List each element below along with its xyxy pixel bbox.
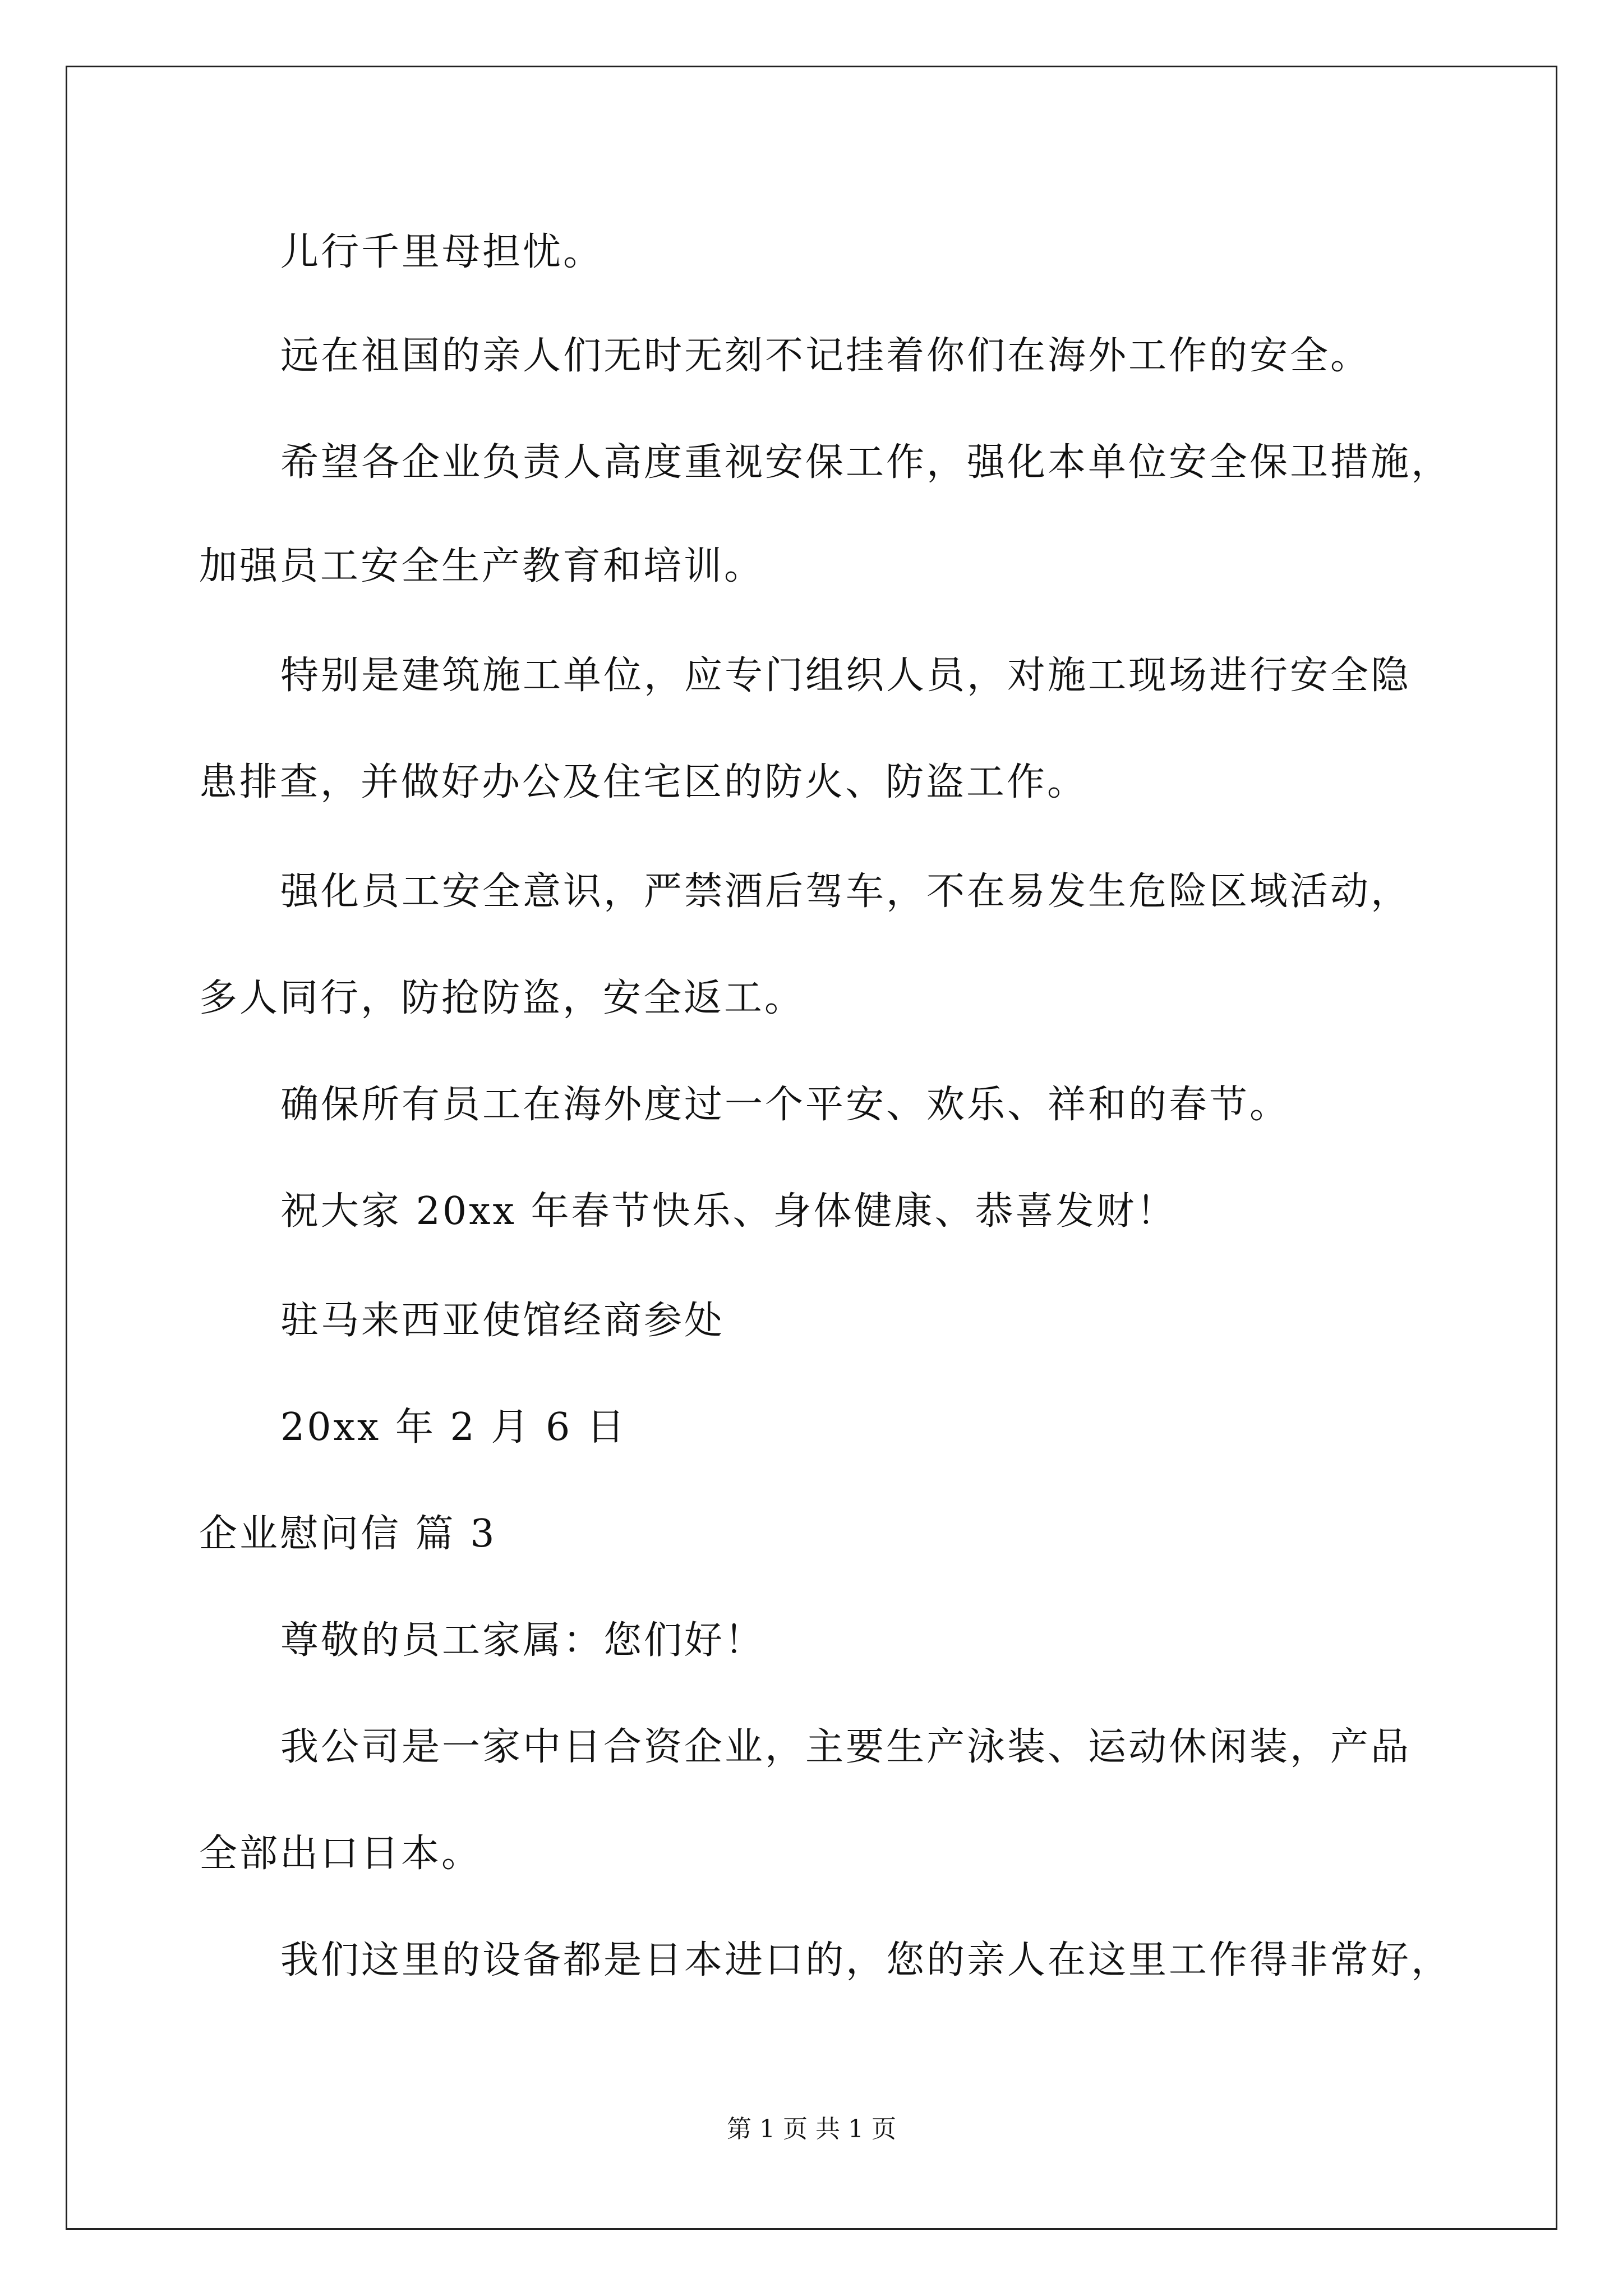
paragraph-line: 强化员工安全意识，严禁酒后驾车，不在易发生危险区域活动， — [280, 869, 1412, 914]
paragraph-line: 确保所有员工在海外度过一个平安、欢乐、祥和的春节。 — [280, 1083, 1290, 1127]
paragraph-line: 远在祖国的亲人们无时无刻不记挂着你们在海外工作的安全。 — [280, 334, 1371, 378]
paragraph-line: 儿行千里母担忧。 — [280, 230, 604, 274]
paragraph-line: 患排查，并做好办公及住宅区的防火、防盗工作。 — [199, 760, 1088, 804]
section-heading: 企业慰问信 篇 3 — [199, 1512, 497, 1556]
paragraph-line: 我们这里的设备都是日本进口的，您的亲人在这里工作得非常好， — [280, 1938, 1452, 1982]
page-footer: 第 1 页 共 1 页 — [727, 2115, 896, 2143]
page-border — [66, 66, 1557, 2230]
salutation-line: 尊敬的员工家属：您们好！ — [280, 1618, 766, 1663]
paragraph-line: 加强员工安全生产教育和培训。 — [199, 544, 765, 588]
paragraph-line: 希望各企业负责人高度重视安保工作，强化本单位安全保卫措施， — [280, 440, 1452, 485]
date-line: 20xx 年 2 月 6 日 — [280, 1405, 627, 1450]
paragraph-line: 全部出口日本。 — [199, 1832, 482, 1876]
paragraph-line: 特别是建筑施工单位，应专门组织人员，对施工现场进行安全隐 — [280, 654, 1412, 698]
greeting-line: 祝大家 20xx 年春节快乐、身体健康、恭喜发财！ — [280, 1189, 1177, 1234]
signature-line: 驻马来西亚使馆经商参处 — [280, 1299, 725, 1343]
paragraph-line: 我公司是一家中日合资企业，主要生产泳装、运动休闲装，产品 — [280, 1725, 1412, 1769]
paragraph-line: 多人同行，防抢防盗，安全返工。 — [199, 976, 805, 1020]
